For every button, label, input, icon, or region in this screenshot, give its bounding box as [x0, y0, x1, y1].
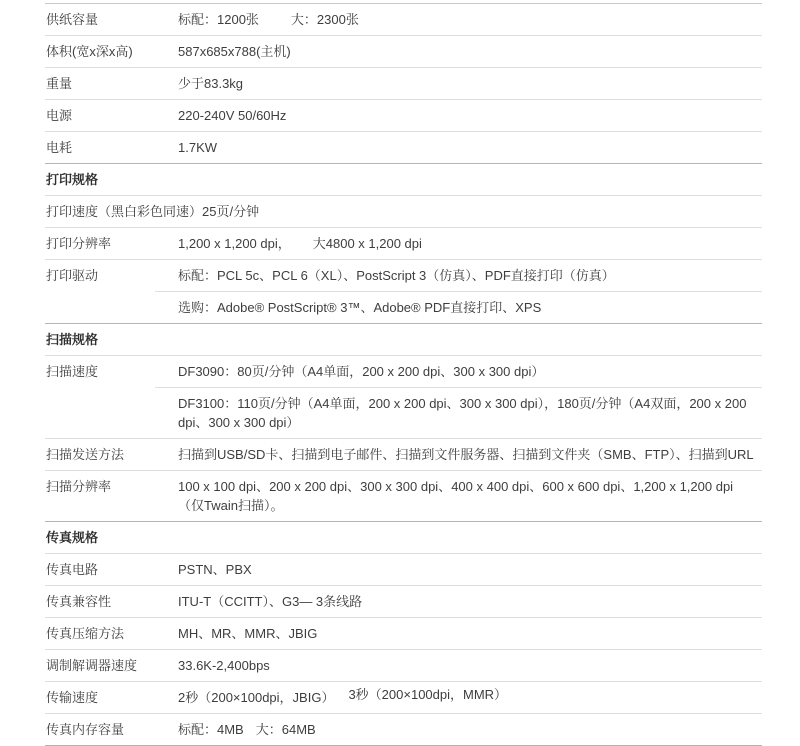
- row-label: 传真压缩方法: [46, 626, 125, 641]
- section-title: 传真规格: [46, 530, 99, 545]
- section-print-specs: [45, 163, 762, 195]
- row-value: ITU-T（CCITT）、G3— 3条线路: [178, 594, 363, 609]
- row-scan-send-methods: [45, 438, 762, 470]
- row-paper-supply-capacity: [45, 4, 762, 35]
- row-subvalues: [155, 260, 762, 323]
- section-title: 扫描规格: [46, 332, 99, 347]
- row-print-drivers: [45, 259, 762, 323]
- row-label: 传输速度: [46, 690, 99, 705]
- printer-spec-table: [45, 3, 762, 746]
- subrow-standard: 标配：PCL 5c、PCL 6（XL）、PostScript 3（仿真）、PDF直接打印（仿真）: [178, 268, 615, 283]
- row-power-source: [45, 99, 762, 131]
- value-max: 大：2300张: [290, 12, 359, 27]
- row-modem-speed: [45, 649, 762, 681]
- row-label: 打印分辨率: [46, 236, 112, 251]
- row-label: 传真兼容性: [46, 594, 112, 609]
- row-value: 220-240V 50/60Hz: [178, 108, 287, 123]
- row-label: 体积(宽x深x高): [46, 44, 133, 59]
- row-label: 传真内存容量: [46, 722, 125, 737]
- row-label: 重量: [46, 76, 73, 91]
- section-scan-specs: [45, 323, 762, 355]
- section-title: 打印规格: [46, 172, 99, 187]
- row-fax-compatibility: [45, 585, 762, 617]
- row-subvalues: [155, 356, 762, 438]
- row-label: 扫描分辨率: [46, 479, 112, 494]
- value-max: 大：64MB: [255, 722, 316, 737]
- row-fax-memory: [45, 713, 762, 745]
- row-value: 1.7KW: [178, 140, 218, 155]
- row-transmission-speed: [45, 681, 762, 713]
- row-full-text: 打印速度（黑白彩色同速）25页/分钟: [46, 204, 260, 219]
- row-label: 打印驱动: [46, 268, 99, 283]
- row-label: 传真电路: [46, 562, 99, 577]
- row-value: [155, 682, 762, 713]
- row-label: 扫描速度: [46, 364, 99, 379]
- row-fax-compression: [45, 617, 762, 649]
- row-label: 电耗: [46, 140, 73, 155]
- row-print-speed: [45, 195, 762, 227]
- row-dimensions: [45, 35, 762, 67]
- row-print-resolution: [45, 227, 762, 259]
- subrow-df3100: DF3100：110页/分钟（A4单面，200 x 200 dpi、300 x 300 dpi），180页/分钟（A4双面，200 x 200 dpi、300 x 300 dpi）: [155, 387, 762, 438]
- row-value: [155, 228, 762, 259]
- value-max: 大4800 x 1,200 dpi: [312, 236, 422, 251]
- value-standard: 标配：4MB: [178, 722, 244, 737]
- row-scan-speed: [45, 355, 762, 438]
- value-standard: 标配：1200张: [178, 12, 259, 27]
- row-label: 电源: [46, 108, 73, 123]
- row-label: 调制解调器速度: [46, 658, 138, 673]
- section-fax-specs: [45, 521, 762, 553]
- row-value: MH、MR、MMR、JBIG: [178, 626, 318, 641]
- row-value: 100 x 100 dpi、200 x 200 dpi、300 x 300 dpi、400 x 400 dpi、600 x 600 dpi、1,200 x 1,200 dpi（仅Twain扫描）。: [178, 479, 734, 513]
- row-label: 供纸容量: [46, 12, 99, 27]
- subrow-optional: 选购：Adobe® PostScript® 3™、Adobe® PDF直接打印、XPS: [155, 291, 762, 323]
- row-value: 少于83.3kg: [178, 76, 244, 91]
- row-weight: [45, 67, 762, 99]
- row-power-consumption: [45, 131, 762, 163]
- row-value: PSTN、PBX: [178, 562, 252, 577]
- row-label: 扫描发送方法: [46, 447, 125, 462]
- row-fax-circuit: [45, 553, 762, 585]
- row-value: [155, 714, 762, 745]
- row-value: 587x685x788(主机): [178, 44, 291, 59]
- value-standard: 1,200 x 1,200 dpi，: [178, 236, 291, 251]
- row-scan-resolution: [45, 470, 762, 521]
- value-mmr: 3秒（200×100dpi，MMR）: [348, 687, 508, 702]
- value-jbig: 2秒（200×100dpi，JBIG）: [178, 690, 335, 705]
- row-value: 33.6K-2,400bps: [178, 658, 270, 673]
- row-value: [155, 4, 762, 35]
- subrow-df3090: DF3090：80页/分钟（A4单面，200 x 200 dpi、300 x 300 dpi）: [178, 364, 545, 379]
- row-value: 扫描到USB/SD卡、扫描到电子邮件、扫描到文件服务器、扫描到文件夹（SMB、FTP）、扫描到URL: [178, 447, 754, 462]
